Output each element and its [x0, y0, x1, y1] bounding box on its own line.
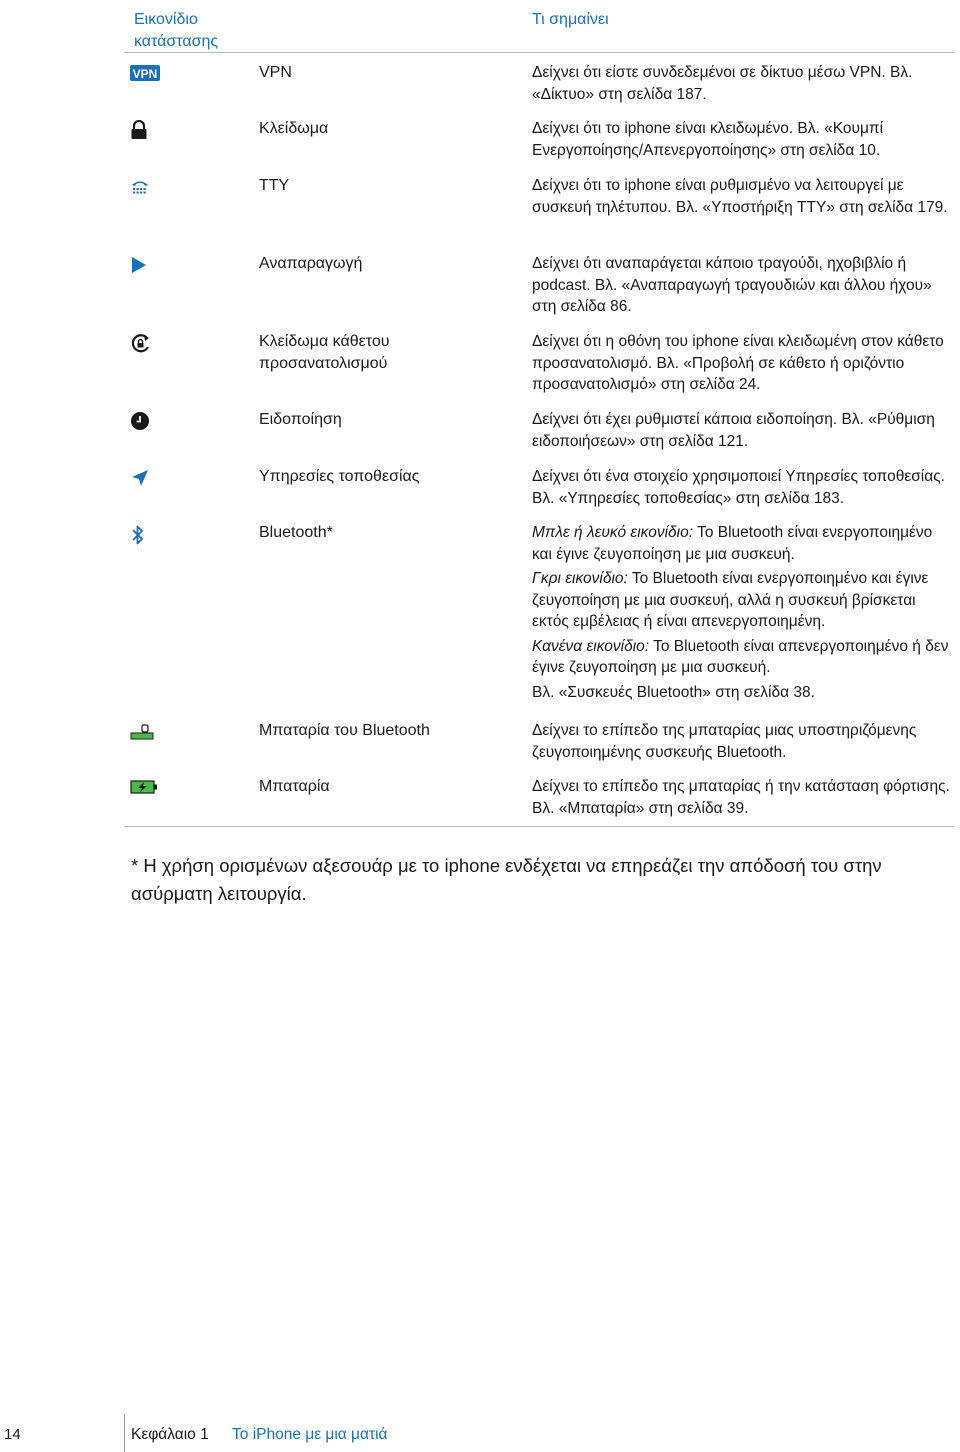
header-icon-column: Εικονίδιο κατάστασης	[134, 11, 219, 50]
bluetooth-battery-icon	[130, 722, 152, 740]
bluetooth-blue-state	[532, 522, 952, 565]
footnote: * Η χρήση ορισμένων αξεσουάρ με το iphone ενδέχεται να επηρεάζει την απόδοσή του στην ασύρματη λειτουργία.	[131, 855, 882, 904]
table-header	[124, 0, 954, 53]
row-name: Bluetooth*	[259, 524, 333, 541]
row-description: Δείχνει ότι η οθόνη του iphone είναι κλειδωμένη στον κάθετο προσανατολισμό. Βλ. «Προβολή σε κάθετο ή οριζόντιο προσανατολισμό» στη σελίδα 24.	[532, 333, 944, 393]
row-description: Δείχνει ότι το iphone είναι ρυθμισμένο να λειτουργεί με συσκευή τηλέτυπου. Βλ. «Υποστήριξη TTY» στη σελίδα 179.	[532, 177, 948, 216]
row-name: TTY	[259, 177, 290, 194]
bluetooth-no-icon-state	[532, 636, 952, 679]
orientation-lock-icon	[130, 333, 152, 351]
vpn-badge-text: VPN	[132, 67, 158, 81]
row-name: Υπηρεσίες τοποθεσίας	[259, 468, 420, 485]
battery-icon	[130, 778, 152, 796]
lock-icon	[130, 120, 152, 138]
page-number: 14	[4, 1426, 21, 1443]
table-bottom-rule	[124, 826, 954, 827]
gray-icon-label: Γκρι εικονίδιο:	[532, 570, 628, 587]
blue-icon-text: Το Bluetooth είναι ενεργοποιημένο και έγινε ζευγοποίηση με μια συσκευή.	[532, 524, 933, 563]
row-description-bluetooth	[532, 522, 952, 706]
footer-divider	[124, 1414, 125, 1452]
row-name: Ειδοποίηση	[259, 411, 342, 428]
header-meaning-column: Τι σημαίνει	[532, 11, 609, 28]
no-icon-label: Κανένα εικονίδιο:	[532, 637, 650, 655]
row-name: VPN	[259, 64, 292, 81]
row-description: Δείχνει ότι έχει ρυθμιστεί κάποια ειδοποίηση. Βλ. «Ρύθμιση ειδοποιήσεων» στη σελίδα 121.	[532, 411, 935, 450]
alarm-icon	[130, 411, 152, 429]
row-name: Αναπαραγωγή	[259, 255, 363, 272]
no-icon-text: Το Bluetooth είναι απενεργοποιημένο ή δεν έγινε ζευγοποίηση με μια συσκευή.	[532, 637, 949, 676]
gray-icon-text: Το Bluetooth είναι ενεργοποιημένο και έγινε ζευγοποίηση με μια συσκευή, αλλά η συσκευή βρίσκεται εκτός εμβέλειας ή είναι απενεργοποιημένη.	[532, 570, 929, 630]
page-footer	[0, 1414, 960, 1452]
bluetooth-gray-state	[532, 568, 952, 633]
vpn-icon	[130, 64, 158, 82]
row-description: Δείχνει το επίπεδο της μπαταρίας μιας υποστηριζόμενης ζευγοποιημένης συσκευής Bluetooth.	[532, 722, 917, 761]
row-name: Κλείδωμα	[259, 120, 329, 137]
row-description: Δείχνει ότι είστε συνδεδεμένοι σε δίκτυο μέσω VPN. Βλ. «Δίκτυο» στη σελίδα 187.	[532, 64, 913, 103]
location-icon	[130, 468, 152, 486]
row-description: Δείχνει το επίπεδο της μπαταρίας ή την κατάσταση φόρτισης. Βλ. «Μπαταρία» στη σελίδα 39.	[532, 778, 950, 817]
chapter-label: Κεφάλαιο 1	[131, 1426, 209, 1443]
row-description: Δείχνει ότι αναπαράγεται κάποιο τραγούδι, ηχοβιβλίο ή podcast. Βλ. «Αναπαραγωγή τραγουδιών και άλλου ήχου» στη σελίδα 86.	[532, 255, 932, 315]
row-description: Δείχνει ότι ένα στοιχείο χρησιμοποιεί Υπηρεσίες τοποθεσίας. Βλ. «Υπηρεσίες τοποθεσίας» στη σελίδα 183.	[532, 468, 945, 507]
bluetooth-icon	[130, 524, 152, 542]
tty-icon	[130, 177, 152, 195]
play-icon	[130, 255, 152, 273]
row-description: Δείχνει ότι το iphone είναι κλειδωμένο. Βλ. «Κουμπί Ενεργοποίησης/Απενεργοποίησης» στη σελίδα 10.	[532, 120, 884, 159]
chapter-title-link[interactable]: Το iPhone με μια ματιά	[232, 1426, 388, 1443]
status-icons-table	[124, 0, 954, 817]
row-name: Μπαταρία	[259, 778, 330, 795]
row-name: Μπαταρία του Bluetooth	[259, 722, 430, 739]
blue-icon-label: Μπλε ή λευκό εικονίδιο:	[532, 524, 694, 541]
bluetooth-see-also: Βλ. «Συσκευές Bluetooth» στη σελίδα 38.	[532, 683, 815, 701]
row-name: Κλείδωμα κάθετου προσανατολισμού	[259, 333, 390, 372]
